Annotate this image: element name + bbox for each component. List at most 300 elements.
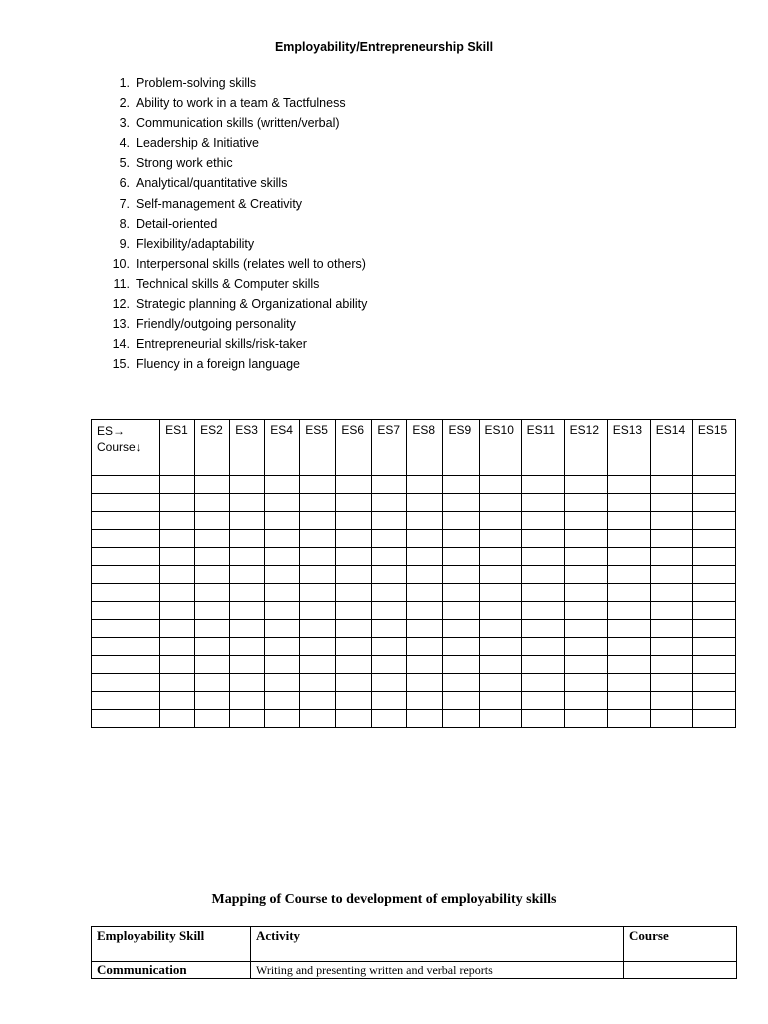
skill-mapping-cell	[443, 602, 479, 620]
skill-mapping-cell	[160, 674, 195, 692]
list-number: 13.	[112, 317, 130, 332]
skill-mapping-cell	[372, 656, 407, 674]
course-cell	[92, 710, 160, 728]
column-header: ES3	[230, 420, 265, 476]
table-row	[92, 494, 736, 512]
skill-mapping-cell	[160, 656, 195, 674]
skill-mapping-cell	[160, 620, 195, 638]
skill-mapping-cell	[650, 494, 692, 512]
skill-mapping-cell	[160, 530, 195, 548]
course-cell	[92, 602, 160, 620]
table-row	[92, 620, 736, 638]
skill-mapping-cell	[407, 620, 443, 638]
skill-mapping-cell	[407, 548, 443, 566]
skill-mapping-cell	[564, 602, 607, 620]
skill-mapping-cell	[407, 692, 443, 710]
table-row	[92, 476, 736, 494]
skill-mapping-cell	[336, 494, 372, 512]
skill-mapping-cell	[443, 494, 479, 512]
skill-mapping-cell	[300, 512, 336, 530]
skill-mapping-cell	[692, 656, 735, 674]
skill-mapping-cell	[230, 638, 265, 656]
skill-mapping-cell	[195, 584, 230, 602]
corner-label-course: Course↓	[97, 440, 142, 454]
skill-mapping-cell	[607, 602, 650, 620]
skill-mapping-cell	[479, 566, 521, 584]
list-item	[100, 113, 367, 133]
list-item-label: Friendly/outgoing personality	[136, 317, 296, 332]
list-number: 3.	[119, 116, 130, 131]
list-item	[100, 334, 367, 354]
skill-mapping-cell	[650, 584, 692, 602]
skill-mapping-cell	[564, 512, 607, 530]
skill-mapping-cell	[230, 710, 265, 728]
skill-mapping-cell	[443, 476, 479, 494]
skill-mapping-cell	[195, 710, 230, 728]
skill-mapping-cell	[650, 566, 692, 584]
skill-mapping-cell	[230, 494, 265, 512]
column-header: ES11	[521, 420, 564, 476]
skill-mapping-cell	[407, 476, 443, 494]
skill-mapping-cell	[300, 692, 336, 710]
column-header: ES5	[300, 420, 336, 476]
course-cell	[92, 692, 160, 710]
skill-mapping-cell	[650, 656, 692, 674]
skill-mapping-cell	[607, 656, 650, 674]
skill-mapping-cell	[692, 602, 735, 620]
column-header: ES10	[479, 420, 521, 476]
skill-mapping-cell	[521, 692, 564, 710]
skill-mapping-cell	[265, 674, 300, 692]
page-title: Employability/Entrepreneurship Skill	[274, 40, 494, 54]
skill-mapping-cell	[407, 674, 443, 692]
skill-mapping-cell	[479, 638, 521, 656]
skill-mapping-cell	[692, 584, 735, 602]
skill-mapping-cell	[521, 548, 564, 566]
skill-mapping-cell	[479, 602, 521, 620]
skill-mapping-cell	[564, 548, 607, 566]
skill-mapping-cell	[265, 512, 300, 530]
skill-mapping-cell	[407, 638, 443, 656]
skill-mapping-cell	[521, 530, 564, 548]
skill-mapping-cell	[195, 692, 230, 710]
skill-mapping-cell	[650, 512, 692, 530]
skill-mapping-cell	[336, 476, 372, 494]
list-item	[100, 354, 367, 374]
skill-mapping-cell	[443, 548, 479, 566]
skill-mapping-cell	[650, 674, 692, 692]
mapping-table	[91, 926, 737, 979]
es-table-header-row	[92, 420, 736, 476]
list-item	[100, 133, 367, 153]
skill-mapping-cell	[607, 530, 650, 548]
skill-mapping-cell	[692, 494, 735, 512]
list-number: 7.	[119, 196, 130, 211]
skill-mapping-cell	[195, 494, 230, 512]
skill-mapping-cell	[372, 494, 407, 512]
skill-mapping-cell	[692, 476, 735, 494]
skill-mapping-cell	[607, 674, 650, 692]
skill-mapping-cell	[160, 602, 195, 620]
skill-mapping-cell	[195, 602, 230, 620]
skill-mapping-cell	[372, 476, 407, 494]
list-item-label: Ability to work in a team & Tactfulness	[136, 96, 346, 111]
skill-mapping-cell	[195, 548, 230, 566]
skill-mapping-cell	[230, 512, 265, 530]
skill-mapping-cell	[372, 548, 407, 566]
list-item	[100, 234, 367, 254]
skill-mapping-cell	[479, 692, 521, 710]
skill-mapping-cell	[372, 602, 407, 620]
skill-mapping-cell	[230, 620, 265, 638]
skill-mapping-cell	[230, 692, 265, 710]
list-item-label: Technical skills & Computer skills	[136, 276, 320, 291]
skill-mapping-cell	[265, 620, 300, 638]
skill-mapping-cell	[160, 638, 195, 656]
skill-mapping-cell	[692, 710, 735, 728]
skill-mapping-cell	[692, 674, 735, 692]
skill-mapping-cell	[336, 638, 372, 656]
column-header: ES4	[265, 420, 300, 476]
skill-mapping-cell	[564, 620, 607, 638]
skill-mapping-cell	[336, 692, 372, 710]
skill-mapping-cell	[521, 566, 564, 584]
skill-mapping-cell	[650, 638, 692, 656]
skill-mapping-cell	[265, 656, 300, 674]
table-row	[92, 584, 736, 602]
skill-mapping-cell	[443, 710, 479, 728]
mapping-header-row	[92, 927, 737, 962]
skill-mapping-cell	[650, 710, 692, 728]
skill-mapping-cell	[521, 674, 564, 692]
skill-mapping-cell	[230, 566, 265, 584]
skill-mapping-cell	[265, 476, 300, 494]
skill-mapping-cell	[265, 548, 300, 566]
course-cell	[92, 494, 160, 512]
mapping-title: Mapping of Course to development of employability skills	[211, 892, 557, 907]
skill-mapping-cell	[692, 620, 735, 638]
skill-mapping-cell	[521, 620, 564, 638]
skill-mapping-cell	[692, 548, 735, 566]
skill-mapping-cell	[372, 710, 407, 728]
table-row	[92, 566, 736, 584]
mapping-header-skill: Employability Skill	[92, 927, 251, 962]
skill-mapping-cell	[230, 548, 265, 566]
skill-mapping-cell	[372, 530, 407, 548]
skill-mapping-cell	[336, 548, 372, 566]
skill-mapping-cell	[650, 602, 692, 620]
skill-mapping-cell	[479, 530, 521, 548]
skill-mapping-cell	[479, 674, 521, 692]
skill-mapping-cell	[300, 530, 336, 548]
skill-mapping-cell	[160, 476, 195, 494]
skill-mapping-cell	[160, 494, 195, 512]
skill-mapping-cell	[479, 512, 521, 530]
skill-mapping-cell	[300, 620, 336, 638]
mapping-cell-activity: Writing and presenting written and verbal reports	[251, 962, 624, 979]
list-item	[100, 294, 367, 314]
column-header: ES14	[650, 420, 692, 476]
skill-mapping-cell	[607, 548, 650, 566]
table-row	[92, 962, 737, 979]
skill-mapping-cell	[692, 512, 735, 530]
skill-mapping-cell	[265, 530, 300, 548]
column-header: ES1	[160, 420, 195, 476]
column-header: ES12	[564, 420, 607, 476]
list-item-label: Entrepreneurial skills/risk-taker	[136, 337, 307, 352]
skill-mapping-cell	[230, 530, 265, 548]
skill-mapping-cell	[265, 710, 300, 728]
skill-mapping-cell	[650, 620, 692, 638]
skill-mapping-cell	[372, 620, 407, 638]
skill-mapping-cell	[564, 674, 607, 692]
course-cell	[92, 512, 160, 530]
skill-mapping-cell	[300, 602, 336, 620]
list-number: 4.	[119, 136, 130, 151]
skill-mapping-cell	[564, 584, 607, 602]
skill-mapping-cell	[521, 476, 564, 494]
skill-mapping-cell	[160, 584, 195, 602]
list-number: 14.	[112, 337, 130, 352]
skill-mapping-cell	[160, 512, 195, 530]
skill-mapping-cell	[230, 476, 265, 494]
skill-mapping-cell	[265, 602, 300, 620]
list-number: 11.	[113, 276, 130, 291]
list-number: 1.	[119, 76, 130, 90]
skill-mapping-cell	[521, 638, 564, 656]
mapping-header-course: Course	[624, 927, 737, 962]
skill-mapping-cell	[336, 710, 372, 728]
skill-mapping-cell	[372, 638, 407, 656]
skill-mapping-cell	[443, 566, 479, 584]
skill-mapping-cell	[195, 566, 230, 584]
list-item	[100, 314, 367, 334]
list-number: 2.	[119, 96, 130, 111]
skill-mapping-cell	[650, 692, 692, 710]
skill-mapping-cell	[300, 656, 336, 674]
skill-mapping-cell	[607, 476, 650, 494]
skill-mapping-cell	[650, 530, 692, 548]
list-item-label: Flexibility/adaptability	[136, 236, 255, 251]
skill-mapping-cell	[336, 566, 372, 584]
skill-mapping-cell	[336, 674, 372, 692]
list-item	[100, 93, 367, 113]
skill-mapping-cell	[407, 512, 443, 530]
skill-mapping-cell	[607, 512, 650, 530]
es-table-corner-cell	[92, 420, 160, 476]
skill-mapping-cell	[692, 566, 735, 584]
list-item-label: Self-management & Creativity	[136, 196, 303, 211]
skill-mapping-cell	[564, 692, 607, 710]
list-item-label: Strong work ethic	[136, 156, 233, 171]
skill-mapping-cell	[336, 656, 372, 674]
skill-mapping-cell	[479, 548, 521, 566]
skill-mapping-cell	[195, 476, 230, 494]
skill-mapping-cell	[607, 494, 650, 512]
skill-mapping-cell	[407, 584, 443, 602]
skill-mapping-cell	[230, 674, 265, 692]
skill-mapping-cell	[521, 602, 564, 620]
skill-mapping-cell	[265, 566, 300, 584]
table-row	[92, 692, 736, 710]
skill-mapping-cell	[195, 620, 230, 638]
skill-mapping-cell	[607, 584, 650, 602]
skill-mapping-cell	[479, 476, 521, 494]
list-number: 9.	[119, 236, 130, 251]
skill-list	[100, 73, 367, 374]
column-header: ES8	[407, 420, 443, 476]
skill-mapping-cell	[230, 656, 265, 674]
course-cell	[92, 620, 160, 638]
skill-mapping-cell	[443, 692, 479, 710]
skill-mapping-cell	[521, 584, 564, 602]
skill-mapping-cell	[443, 512, 479, 530]
table-row	[92, 638, 736, 656]
skill-mapping-cell	[300, 494, 336, 512]
skill-mapping-cell	[195, 638, 230, 656]
skill-mapping-cell	[300, 584, 336, 602]
corner-label-es: ES→	[97, 424, 126, 438]
list-number: 6.	[119, 176, 130, 191]
skill-mapping-cell	[372, 512, 407, 530]
skill-mapping-cell	[564, 656, 607, 674]
skill-mapping-cell	[160, 710, 195, 728]
skill-mapping-cell	[407, 656, 443, 674]
skill-mapping-cell	[564, 638, 607, 656]
table-row	[92, 548, 736, 566]
list-item	[100, 73, 367, 93]
skill-mapping-cell	[300, 710, 336, 728]
es-table-body	[92, 420, 736, 728]
list-item	[100, 194, 367, 214]
skill-mapping-cell	[230, 584, 265, 602]
column-header: ES15	[692, 420, 735, 476]
list-item-label: Problem-solving skills	[136, 76, 257, 90]
skill-mapping-cell	[564, 566, 607, 584]
skill-mapping-cell	[265, 584, 300, 602]
column-header: ES6	[336, 420, 372, 476]
skill-mapping-cell	[692, 530, 735, 548]
skill-mapping-cell	[650, 548, 692, 566]
skill-mapping-cell	[195, 674, 230, 692]
skill-mapping-cell	[692, 692, 735, 710]
table-row	[92, 674, 736, 692]
course-cell	[92, 656, 160, 674]
skill-mapping-cell	[607, 620, 650, 638]
list-item-label: Detail-oriented	[136, 216, 218, 231]
skill-mapping-cell	[336, 602, 372, 620]
mapping-header-activity: Activity	[251, 927, 624, 962]
skill-mapping-cell	[300, 566, 336, 584]
list-item	[100, 153, 367, 173]
skill-mapping-cell	[195, 512, 230, 530]
skill-mapping-cell	[443, 530, 479, 548]
skill-mapping-cell	[479, 656, 521, 674]
skill-mapping-cell	[336, 584, 372, 602]
skill-mapping-cell	[521, 494, 564, 512]
list-item	[100, 254, 367, 274]
course-cell	[92, 566, 160, 584]
skill-mapping-cell	[300, 638, 336, 656]
skill-mapping-cell	[521, 710, 564, 728]
skill-mapping-cell	[564, 530, 607, 548]
skill-mapping-cell	[160, 692, 195, 710]
skill-mapping-cell	[195, 656, 230, 674]
skill-mapping-cell	[607, 638, 650, 656]
table-row	[92, 656, 736, 674]
column-header: ES7	[372, 420, 407, 476]
skill-mapping-cell	[160, 548, 195, 566]
skill-mapping-cell	[521, 512, 564, 530]
table-row	[92, 512, 736, 530]
skill-mapping-cell	[692, 638, 735, 656]
list-number: 15.	[112, 357, 130, 372]
skill-mapping-cell	[336, 512, 372, 530]
course-cell	[92, 548, 160, 566]
skill-mapping-cell	[650, 476, 692, 494]
skill-mapping-cell	[479, 584, 521, 602]
skill-mapping-cell	[336, 620, 372, 638]
list-number: 8.	[119, 216, 130, 231]
list-item-label: Fluency in a foreign language	[136, 357, 301, 372]
list-number: 12.	[112, 297, 130, 312]
skill-mapping-cell	[372, 584, 407, 602]
list-item	[100, 214, 367, 234]
course-cell	[92, 674, 160, 692]
skill-mapping-cell	[607, 710, 650, 728]
mapping-cell-course	[624, 962, 737, 979]
skill-mapping-cell	[479, 710, 521, 728]
skill-mapping-cell	[443, 674, 479, 692]
skill-mapping-cell	[160, 566, 195, 584]
list-number: 5.	[119, 156, 130, 171]
skill-mapping-cell	[407, 710, 443, 728]
skill-mapping-cell	[300, 548, 336, 566]
skill-mapping-cell	[443, 620, 479, 638]
skill-mapping-cell	[265, 494, 300, 512]
skill-mapping-cell	[607, 566, 650, 584]
skill-mapping-cell	[443, 584, 479, 602]
skill-mapping-cell	[607, 692, 650, 710]
es-course-matrix-table	[91, 419, 736, 728]
column-header: ES13	[607, 420, 650, 476]
skill-mapping-cell	[479, 494, 521, 512]
list-item-label: Leadership & Initiative	[136, 136, 259, 151]
skill-mapping-cell	[407, 494, 443, 512]
skill-mapping-cell	[372, 566, 407, 584]
skill-mapping-cell	[300, 476, 336, 494]
course-cell	[92, 638, 160, 656]
mapping-cell-skill: Communication	[92, 962, 251, 979]
skill-mapping-cell	[230, 602, 265, 620]
skill-mapping-cell	[336, 530, 372, 548]
list-item-label: Analytical/quantitative skills	[136, 176, 288, 191]
skill-mapping-cell	[564, 710, 607, 728]
course-cell	[92, 530, 160, 548]
skill-mapping-cell	[564, 494, 607, 512]
course-cell	[92, 476, 160, 494]
skill-mapping-cell	[265, 638, 300, 656]
skill-mapping-cell	[407, 530, 443, 548]
skill-mapping-cell	[443, 656, 479, 674]
list-item-label: Interpersonal skills (relates well to others)	[136, 256, 366, 271]
table-row	[92, 710, 736, 728]
list-item-label: Strategic planning & Organizational ability	[136, 297, 368, 312]
skill-mapping-cell	[479, 620, 521, 638]
column-header: ES9	[443, 420, 479, 476]
list-number: 10.	[112, 256, 130, 271]
skill-mapping-cell	[265, 692, 300, 710]
